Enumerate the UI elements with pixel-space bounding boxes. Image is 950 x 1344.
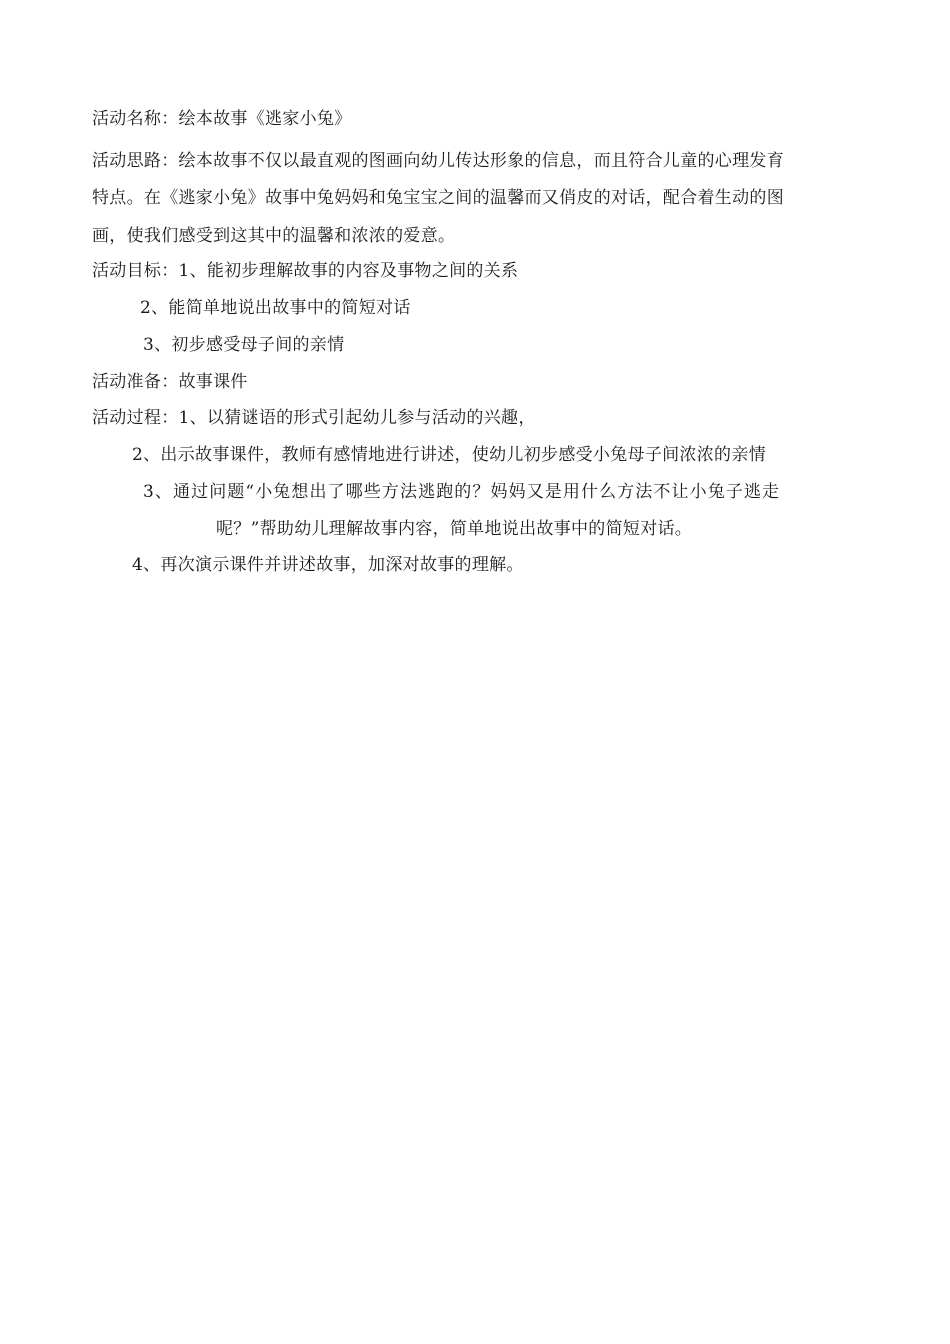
activity-idea-line-3: 画，使我们感受到这其中的温馨和浓浓的爱意。 [92,226,456,246]
activity-idea-line-1: 活动思路：绘本故事不仅以最直观的图画向幼儿传达形象的信息，而且符合儿童的心理发育 [92,151,784,171]
activity-process-line-3b: 呢？”帮助幼儿理解故事内容，简单地说出故事中的简短对话。 [216,519,693,539]
activity-goals-line-3: 3、初步感受母子间的亲情 [143,335,345,355]
activity-goals-line-2: 2、能简单地说出故事中的简短对话 [140,298,411,318]
activity-process-line-1: 活动过程：1、以猜谜语的形式引起幼儿参与活动的兴趣， [92,408,536,428]
activity-process-line-4: 4、再次演示课件并讲述故事，加深对故事的理解。 [132,555,524,575]
activity-process-line-2: 2、出示故事课件，教师有感情地进行讲述，使幼儿初步感受小兔母子间浓浓的亲情 [132,445,766,465]
activity-process-line-3a: 3、通过问题“小兔想出了哪些方法逃跑的？妈妈又是用什么方法不让小兔子逃走 [143,482,781,502]
activity-name-line: 活动名称：绘本故事《逃家小兔》 [92,109,352,129]
activity-goals-line-1: 活动目标：1、能初步理解故事的内容及事物之间的关系 [92,261,519,281]
activity-preparation-line: 活动准备：故事课件 [92,372,248,392]
activity-idea-line-2: 特点。在《逃家小兔》故事中兔妈妈和兔宝宝之间的温馨而又俏皮的对话，配合着生动的图 [92,188,784,208]
